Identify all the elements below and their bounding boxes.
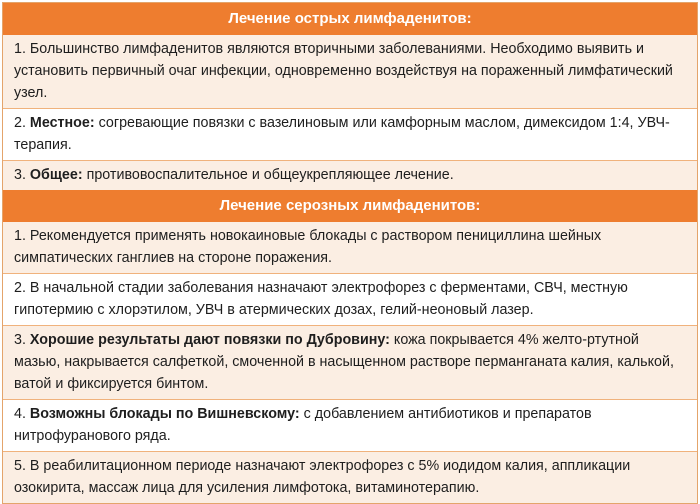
- table-row: [3, 222, 697, 273]
- row-lead: Местное:: [29, 115, 95, 131]
- row-number: 3.: [14, 332, 26, 348]
- row-text: Большинство лимфаденитов являются вторичными заболеваниями. Необходимо выявить и установить первичный очаг инфекции, одновременно воздействуя на пораженный лимфатический узел.: [14, 41, 673, 101]
- row-number: 3.: [14, 167, 26, 183]
- table-row: [3, 451, 697, 503]
- table-row: [3, 325, 697, 399]
- table-row: [3, 399, 697, 451]
- row-text: согревающие повязки с вазелиновым или камфорным маслом, димексидом 1:4, УВЧ-терапия.: [14, 115, 670, 153]
- row-lead: Возможны блокады по Вишневскому:: [29, 406, 300, 422]
- row-lead: Хорошие результаты дают повязки по Дубровину:: [29, 332, 390, 348]
- row-text: противовоспалительное и общеукрепляющее лечение.: [86, 167, 454, 183]
- row-number: 1.: [14, 228, 26, 244]
- row-text: В реабилитационном периоде назначают электрофорез с 5% иодидом калия, аппликации озокирита, массаж лица для усиления лимфотока, витаминотерапию.: [14, 458, 631, 496]
- row-number: 4.: [14, 406, 26, 422]
- table-row: [3, 160, 697, 190]
- row-number: 1.: [14, 41, 26, 57]
- row-text: кожа покрывается 4% желто-ртутной мазью, накрывается салфеткой, смоченной в насыщенном растворе перманганата калия, калькой, ватой и фиксируется бинтом.: [14, 332, 674, 392]
- row-number: 5.: [14, 458, 26, 474]
- section-header-serous: Лечение серозных лимфаденитов:: [3, 190, 697, 222]
- section-header-acute: Лечение острых лимфаденитов:: [3, 3, 697, 35]
- treatment-table: [2, 2, 698, 504]
- row-text: Рекомендуется применять новокаиновые блокады с раствором пенициллина шейных симпатических ганглиев на стороне поражения.: [14, 228, 602, 266]
- table-row: [3, 35, 697, 108]
- row-number: 2.: [14, 115, 26, 131]
- table-row: [3, 273, 697, 325]
- row-number: 2.: [14, 280, 26, 296]
- row-lead: Общее:: [29, 167, 83, 183]
- row-text: В начальной стадии заболевания назначают электрофорез с ферментами, СВЧ, местную гипотермию с хлорэтилом, УВЧ в атермических дозах, гелий-неоновый лазер.: [14, 280, 628, 318]
- row-text: с добавлением антибиотиков и препаратов нитрофуранового ряда.: [14, 406, 592, 444]
- table-row: [3, 108, 697, 160]
